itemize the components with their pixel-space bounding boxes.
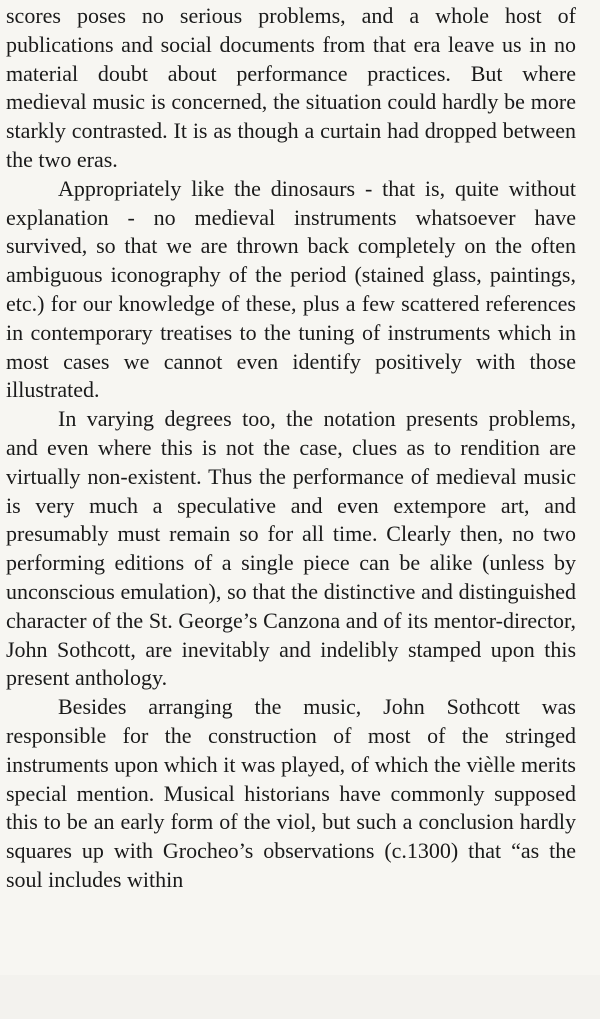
page-bottom-margin: [0, 975, 600, 1019]
body-text: [6, 2, 576, 895]
paragraph-scores-problems: scores poses no serious problems, and a whole host of publications and social documents from that era leave us in no material doubt about performance practices. But where medieval music is concerned, the situation could hardly be more starkly contrasted. It is as though a curtain had dropped between the two eras.: [6, 3, 576, 172]
paragraph-sothcott: Besides arranging the music, John Sothcott was responsible for the construction of most of the stringed instruments upon which it was played, of which the vièlle merits special mention. Musical historians have commonly supposed this to be an early form of the viol, but such a conclusion hardly squares up with Grocheo’s observations (c.1300) that “as the soul includes within: [6, 694, 576, 892]
paragraph-dinosaurs: Appropriately like the dinosaurs - that is, quite without explanation - no medieval instruments whatsoever have survived, so that we are thrown back completely on the often ambiguous iconography of the period (stained glass, paintings, etc.) for our knowledge of these, plus a few scattered references in contemporary treatises to the tuning of instruments which in most cases we cannot even identify positively with those illustrated.: [6, 175, 576, 403]
paragraph-notation: In varying degrees too, the notation presents problems, and even where this is not the case, clues as to rendition are virtually non-existent. Thus the performance of medieval music is very much a speculative and even extempore art, and presumably must remain so for all time. Clearly then, no two performing editions of a single piece can be alike (unless by unconscious emulation), so that the distinctive and distinguished character of the St. George’s Canzona and of its mentor-director, John Sothcott, are inevitably and indelibly stamped upon this present anthology.: [6, 406, 576, 691]
